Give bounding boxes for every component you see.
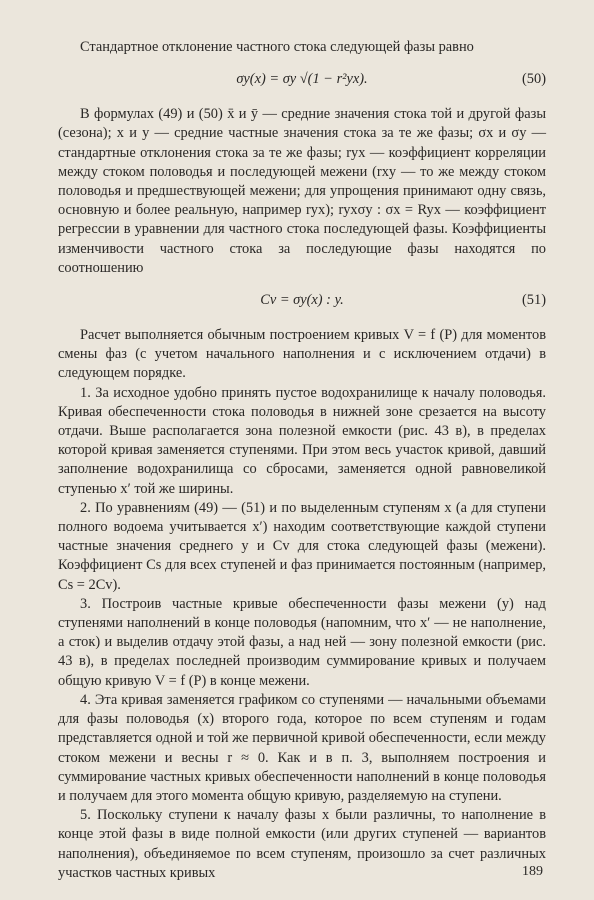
list-item-5: 5. Поскольку ступени к началу фазы x были различны, то наполнение в конце этой фазы в виде полной емкости (или других ступеней — вариантов наполнения), объединяемое по всем ступеням, произошло за счет различных участков частных кривых — [58, 807, 546, 881]
paragraph-procedure: Расчет выполняется обычным построением кривых V = f (P) для моментов смены фаз (с учетом начального наполнения и с исключением отдачи) в следующем порядке. — [58, 327, 546, 382]
formula-51-number: (51) — [522, 292, 546, 309]
text-column — [58, 38, 546, 883]
formula-51 — [58, 282, 546, 320]
list-item-4: 4. Эта кривая заменяется графиком со ступенями — начальными объемами для фазы половодья (x) второго года, которое по всем ступеням и годам представляется одной и той же первичной кривой обеспеченности, если между стоком межени и весны r ≈ 0. Как и в п. 3, выполняем построения и суммирование частных кривых обеспеченности наполнений в конце половодья и получаем для этого момента общую кривую, разделяемую на ступени. — [58, 691, 546, 804]
formula-50-number: (50) — [522, 71, 546, 88]
formula-50 — [58, 61, 546, 99]
list-item-3: 3. Построив частные кривые обеспеченности фазы межени (y) над ступенями наполнений в конце половодья (напомним, что x′ — не наполнение, а сток) и выделив отдачу этой фазы, а над ней — зону полезной емкости (рис. 43 в), в пределах последней производим суммирование кривых и получаем общую кривую V = f (P) в конце межени. — [58, 595, 546, 689]
lead-paragraph: Стандартное отклонение частного стока следующей фазы равно — [80, 39, 474, 55]
page-number: 189 — [522, 864, 543, 879]
list-item-2: 2. По уравнениям (49) — (51) и по выделенным ступеням x (а для ступени полного водоема учитывается x′) находим соответствующие каждой ступени частные значения среднего y и Cv для стока следующей фазы (межени). Коэффициент Cs для всех ступеней и фаз принимается постоянным (например, Cs = 2Cv). — [58, 499, 546, 593]
paragraph-definitions: В формулах (49) и (50) x̄ и ȳ — средние значения стока той и другой фазы (сезона); x и y — средние частные значения стока за те же фазы; σx и σy — стандартные отклонения стока за те же фазы; ryx — коэффициент корреляции между стоком половодья и последующей межени (rxy — то же между стоком половодья и предшествующей межени; для упрощения принимают одну связь, основную и более реальную, например ryx); ryxσy : σx = Ryx — коэффициент регрессии в уравнении для частного стока последующей фазы. Коэффициенты изменчивости частного стока за последующие фазы находятся по соотношению — [58, 106, 546, 276]
list-item-1: 1. За исходное удобно принять пустое водохранилище к началу половодья. Кривая обеспеченности стока половодья в нижней зоне срезается на высоту отдачи. Выше располагается зона полезной емкости (рис. 43 в), в пределах которой кривая заменяется ступенями. При этом весь участок кривой, давший заполнение водохранилища со сбросами, заменяется одной равновеликой ступенью x′ той же ширины. — [58, 384, 546, 497]
formula-51-expression: Cv = σy(x) : y. — [260, 292, 344, 309]
formula-50-expression: σy(x) = σy √(1 − r²yx). — [236, 71, 368, 88]
